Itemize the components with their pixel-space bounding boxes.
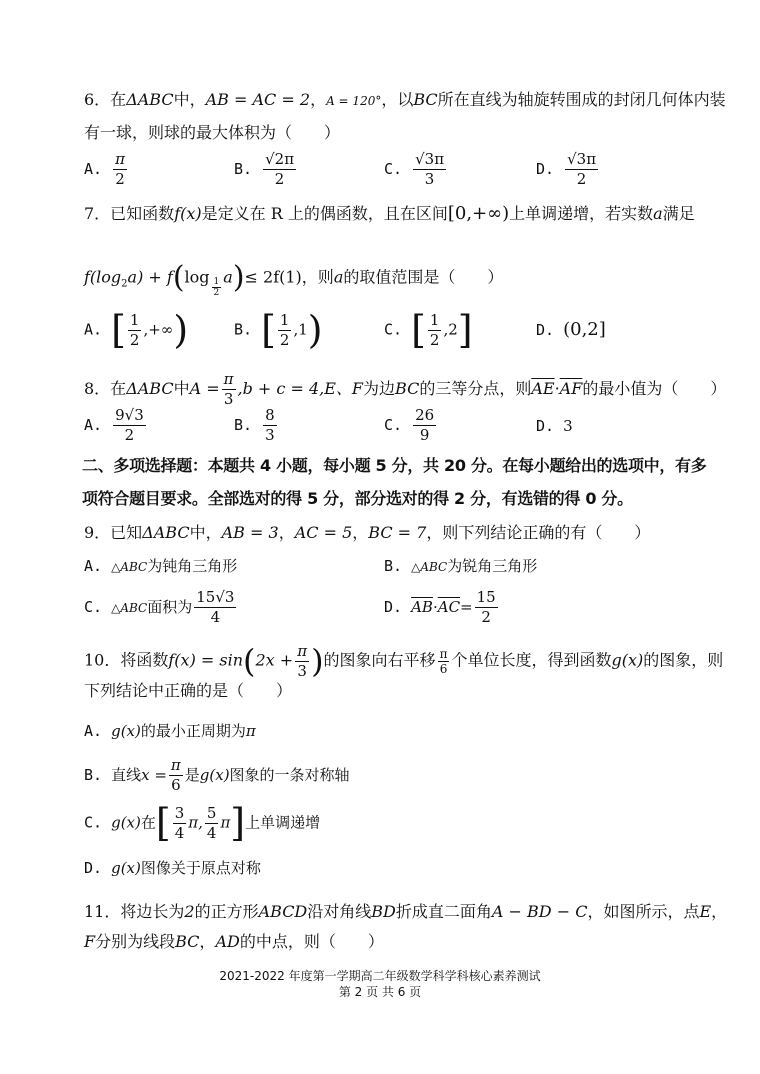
q11-text: 的正方形 [194, 902, 259, 921]
denominator: 4 [174, 823, 185, 842]
q7-text: ，则 [301, 267, 334, 287]
option-label: B. [84, 766, 103, 784]
q7-text: 上单调递增，若实数 [509, 204, 654, 223]
interval-end: ,+∞ [143, 320, 174, 339]
q10-text: 的图象向右平移 [323, 650, 436, 670]
q6-angle: A = 120° [326, 94, 382, 108]
x-equals: x = [141, 766, 167, 784]
pi: π [245, 722, 256, 740]
denominator: 2 [115, 170, 125, 188]
option-label: C. [384, 320, 403, 339]
q10-option-c [84, 803, 320, 843]
q7-a: a [653, 204, 663, 223]
q9-text: 9．已知 [84, 523, 143, 542]
numerator: √3π [567, 150, 597, 168]
denominator: 3 [297, 661, 307, 680]
q8-bc: BC [395, 379, 420, 398]
q11-point-f: F [84, 932, 96, 951]
q8-angle: A = [189, 379, 220, 398]
q11-dihedral: A − BD − C [491, 902, 588, 921]
q9-text: ， [352, 523, 369, 542]
numerator: 1 [279, 310, 290, 329]
option-text: 在 [140, 813, 156, 832]
q6-triangle: ΔABC [126, 90, 174, 109]
q7-inequality: a) + f [127, 267, 173, 287]
q6-option-b [234, 150, 298, 189]
bracket-left: [ [261, 308, 276, 352]
gx: g(x) [111, 722, 141, 740]
pi: π, [188, 813, 203, 832]
q11-line1 [84, 902, 727, 922]
denominator: 2 [124, 426, 135, 444]
q6-option-d [536, 150, 600, 189]
denominator: 6 [439, 661, 448, 676]
footer-title: 2021-2022 年度第一学期高二年级数学科学科核心素养测试 [219, 969, 541, 983]
option-label: C. [84, 598, 103, 616]
dot: · [554, 379, 560, 398]
bracket-left: [ [155, 801, 171, 845]
q11-bc: BC [175, 932, 200, 951]
numerator: 8 [265, 406, 275, 424]
option-label: B. [234, 160, 253, 178]
q11-text: 11．将边长为 [84, 902, 185, 921]
numerator: π [297, 641, 308, 660]
interval-end: ,2 [443, 320, 458, 339]
q6-text: ，以 [381, 90, 414, 109]
q11-value: 2 [184, 902, 195, 921]
numerator: π [439, 646, 448, 661]
q10-line2: 下列结论中正确的是（ ） [84, 681, 293, 700]
denominator: 2 [129, 330, 140, 349]
fraction [169, 756, 183, 795]
paren-right: ) [311, 642, 324, 680]
gx: g(x) [199, 766, 230, 784]
denominator: 2 [481, 608, 491, 626]
option-text: 面积为 [147, 598, 193, 616]
q9-option-b [384, 556, 537, 577]
q11-text: 分别为线段 [95, 932, 176, 951]
q11-text: 沿对角线 [307, 902, 372, 921]
q11-ad: AD [215, 932, 240, 951]
section2-line1: 二、多项选择题：本题共 4 小题，每小题 5 分，共 20 分。在每小题给出的选项中，有多 [82, 456, 707, 475]
bracket-left: [ [411, 308, 426, 352]
option-label: A. [84, 160, 103, 178]
q6-text: ， [310, 90, 327, 109]
q7-option-d [536, 320, 606, 340]
option-label: D. [84, 859, 103, 877]
option-label: C. [384, 416, 403, 434]
option-text: 是 [184, 766, 200, 784]
fraction [428, 311, 442, 350]
bracket-right: ] [230, 801, 246, 845]
q11-text: 的中点，则（ ） [239, 932, 384, 951]
q9-text: 中， [189, 523, 222, 542]
q6-line2: 有一球，则球的最大体积为（ ） [84, 123, 341, 142]
q8-condition: ,b + c = 4,E、F [237, 379, 364, 398]
option-label: B. [234, 416, 253, 434]
option-text: 的最小正周期为 [140, 722, 246, 740]
q11-square: ABCD [258, 902, 308, 921]
numerator: √2π [265, 150, 295, 168]
vector-af: $\overline{AF}$ [559, 379, 583, 398]
q11-point-e: E [699, 902, 712, 921]
q6-bc: BC [413, 90, 438, 109]
q9-option-c [84, 588, 238, 627]
section2-line2: 项符合题目要求。全部选对的得 5 分，部分选对的得 2 分，有选错的得 0 分。 [82, 489, 633, 508]
interval: (0,2] [563, 319, 606, 340]
q6-text: 6．在 [84, 90, 127, 109]
option-label: A. [84, 557, 103, 575]
triangle: △ABC [411, 560, 448, 574]
q7-a: a [333, 267, 344, 287]
q10-text: 的图象，则 [643, 650, 724, 670]
option-label: C. [84, 813, 103, 832]
q9-option-a [84, 556, 237, 577]
q9-condition: BC = 7 [368, 523, 427, 542]
q9-triangle: ΔABC [142, 523, 190, 542]
q9-option-d [384, 588, 500, 627]
q8-text: 中 [173, 379, 190, 398]
q11-bd: BD [371, 902, 396, 921]
q7-line2 [84, 258, 503, 298]
option-label: A. [84, 320, 103, 339]
option-label: B. [384, 557, 403, 575]
gx: g(x) [111, 859, 141, 877]
pi: π [220, 813, 231, 832]
q8-line1 [84, 370, 726, 409]
q7-text: 的取值范围是（ ） [343, 267, 504, 287]
q10-option-a [84, 721, 256, 741]
fraction [205, 804, 219, 843]
denominator: 2 [213, 287, 220, 298]
q8-text: 为边 [363, 379, 396, 398]
q10-text: 10．将函数 [84, 650, 169, 670]
numerator: π [170, 756, 181, 774]
paren-right: ) [232, 260, 245, 295]
q7-option-c [384, 310, 473, 350]
denominator: 6 [171, 776, 181, 794]
vector-ab: $\overline{AB}$ [411, 598, 433, 616]
fraction [295, 642, 309, 681]
option-text: 直线 [111, 766, 142, 784]
footer-page-number: 第 2 页 共 6 页 [338, 985, 422, 999]
q8-option-d [536, 416, 573, 436]
q7-a: a [223, 267, 233, 287]
fraction [263, 406, 277, 445]
q10-text: 个单位长度，得到函数 [451, 650, 612, 670]
equals: = [460, 598, 473, 616]
q7-interval: [0,+∞) [447, 203, 510, 224]
q6-option-c [384, 150, 448, 189]
denominator: 4 [210, 608, 221, 626]
q7-log: log [184, 267, 210, 287]
denominator: 2 [576, 170, 587, 188]
bracket-right: ] [457, 308, 473, 352]
q6-condition: AB = AC = 2 [205, 90, 311, 109]
numerator: 15√3 [196, 588, 235, 606]
fraction [565, 150, 598, 189]
vector-ac: $\overline{AC}$ [437, 598, 461, 616]
fraction [194, 588, 236, 627]
option-text: 为钝角三角形 [147, 557, 238, 575]
numerator: 5 [206, 803, 217, 822]
q8-text: 8．在 [84, 379, 127, 398]
numerator: 1 [129, 310, 140, 329]
option-label: A. [84, 722, 103, 740]
numerator: 15 [476, 588, 496, 606]
denominator: 3 [223, 390, 234, 408]
q7-inequality: ≤ 2f(1) [244, 267, 302, 287]
fraction [438, 647, 450, 676]
denominator: 2 [274, 170, 285, 188]
paren-left: ( [172, 260, 185, 295]
q10-option-b [84, 756, 350, 795]
numerator: π [223, 370, 234, 388]
q11-text: ， [199, 932, 216, 951]
q11-text: 折成直二面角 [395, 902, 492, 921]
q9-line1 [84, 523, 650, 543]
fraction [278, 311, 292, 350]
option-text: 上单调递增 [245, 813, 321, 832]
q8-text: 的最小值为（ ） [582, 379, 727, 398]
numerator: √3π [415, 150, 445, 168]
q9-condition: AC = 5 [294, 523, 353, 542]
denominator: 4 [206, 823, 217, 842]
fraction [475, 588, 498, 627]
q8-option-a [84, 406, 148, 445]
q6-text: 中， [173, 90, 206, 109]
q7-option-a [84, 310, 188, 350]
option-label: D. [536, 160, 555, 178]
triangle: △ABC [111, 560, 148, 574]
q11-text: ， [711, 902, 728, 921]
q7-log-base [212, 277, 222, 298]
denominator: 2 [279, 330, 290, 349]
fraction [113, 150, 127, 189]
paren-left: ( [243, 642, 256, 680]
q7-text: 满足 [662, 204, 695, 223]
option-label: D. [536, 321, 555, 339]
bracket-left: [ [111, 308, 126, 352]
option-text: 为锐角三角形 [447, 557, 538, 575]
numerator: 26 [415, 406, 435, 424]
denominator: 9 [419, 426, 430, 444]
option-label: A. [84, 416, 103, 434]
q6-text: 所在直线为轴旋转围成的封闭几何体内装 [437, 90, 726, 109]
fraction [128, 311, 142, 350]
q7-text: 是定义在 R 上的偶函数，且在区间 [201, 204, 448, 223]
option-label: D. [384, 598, 403, 616]
gx: g(x) [111, 813, 141, 832]
q10-fx: f(x) = sin [168, 650, 244, 670]
q7-inequality: f(log [84, 267, 122, 287]
q10-line1 [84, 641, 723, 681]
numerator: 9√3 [115, 406, 144, 424]
q9-text: ， [278, 523, 295, 542]
fraction [173, 804, 187, 843]
q8-triangle: ΔABC [126, 379, 174, 398]
interval-end: ,1 [293, 320, 308, 339]
q9-text: ，则下列结论正确的有（ ） [426, 523, 651, 542]
q11-line2 [84, 932, 384, 952]
option-text: 图像关于原点对称 [140, 859, 261, 877]
q6-line1 [84, 90, 726, 111]
option-value: 3 [563, 417, 573, 435]
denominator: 3 [424, 170, 435, 188]
option-label: B. [234, 320, 253, 339]
q8-text: 的三等分点，则 [419, 379, 532, 398]
q10-gx: g(x) [611, 650, 644, 670]
q10-option-d [84, 858, 261, 878]
denominator: 2 [429, 330, 440, 349]
triangle: △ABC [111, 601, 148, 615]
fraction [222, 370, 236, 409]
option-text: 图象的一条对称轴 [229, 766, 350, 784]
option-label: D. [536, 417, 555, 435]
q8-option-c [384, 406, 438, 445]
q6-option-a [84, 150, 129, 189]
q11-text: ，如图所示，点 [587, 902, 700, 921]
fraction [413, 406, 436, 445]
numerator: 1 [213, 276, 220, 287]
q7-text: 7．已知函数 [84, 204, 175, 223]
numerator: 1 [429, 310, 440, 329]
vector-ae: $\overline{AE}$ [531, 379, 555, 398]
q10-arg: 2x + [255, 650, 294, 670]
bracket-right: ) [307, 308, 323, 352]
q8-option-b [234, 406, 279, 445]
numerator: 3 [174, 803, 185, 822]
bracket-right: ) [173, 308, 189, 352]
option-label: C. [384, 160, 403, 178]
fraction [263, 150, 296, 189]
numerator: π [115, 150, 125, 168]
q7-fx: f(x) [174, 204, 202, 223]
dot: · [432, 598, 438, 616]
q7-option-b [234, 310, 323, 350]
fraction [413, 150, 446, 189]
q7-line1 [84, 204, 695, 224]
q9-condition: AB = 3 [221, 523, 279, 542]
denominator: 3 [265, 426, 275, 444]
fraction [113, 406, 146, 445]
q7-subscript: 2 [121, 278, 128, 290]
